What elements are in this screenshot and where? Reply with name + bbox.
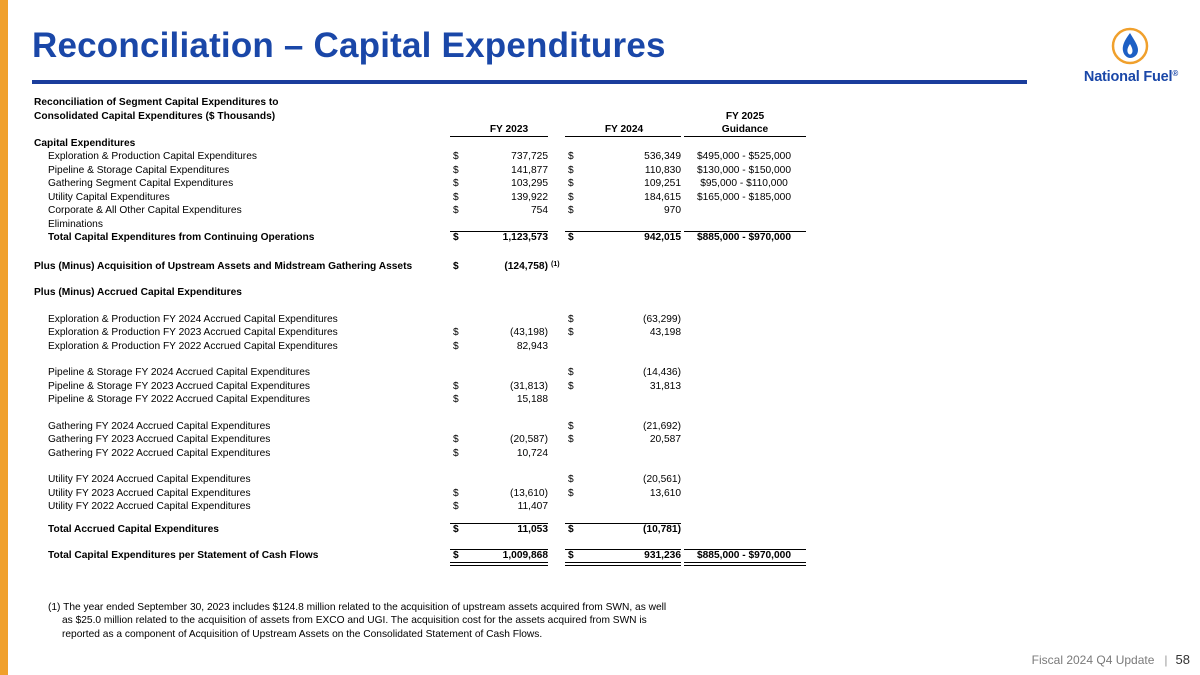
table-heading-row-2 (34, 110, 824, 124)
fy2024-value: (14,436) (643, 367, 681, 378)
fy2024-value: (20,561) (643, 474, 681, 485)
accrued-section-row (34, 286, 824, 300)
dollar-sign: $ (453, 191, 459, 203)
table-heading-units: Consolidated Capital Expenditures ($ Thousands) (34, 110, 276, 122)
section-label: Capital Expenditures (34, 137, 136, 149)
dollar-sign: $ (453, 164, 459, 176)
table-row (34, 191, 824, 205)
footnote-line: as $25.0 million related to the acquisition of assets from EXCO and UGI. The acquisition cost for the assets acquired from SWN is (62, 615, 647, 627)
column-header-fy2025: FY 2025 (725, 110, 765, 122)
row-label: Gathering Segment Capital Expenditures (48, 178, 234, 189)
national-fuel-logo (1074, 27, 1188, 89)
fy2023-value: 737,725 (511, 151, 548, 162)
table-row (34, 420, 824, 434)
table-row (34, 326, 824, 340)
fy2023-value: 15,188 (516, 394, 548, 405)
dollar-sign: $ (568, 164, 574, 176)
dollar-sign: $ (568, 313, 574, 325)
footer-label: Fiscal 2024 Q4 Update (1031, 653, 1155, 667)
fy2023-value: 11,407 (517, 501, 548, 512)
slide-footer (1032, 652, 1190, 667)
row-label: Exploration & Production Capital Expenditures (48, 151, 257, 162)
fy2023-value: 1,123,573 (502, 232, 548, 243)
footnote-line: reported as a component of Acquisition of Upstream Assets on the Consolidated Statement of Cash Flows. (62, 628, 543, 640)
row-label: Plus (Minus) Acquisition of Upstream Assets and Midstream Gathering Assets (34, 260, 413, 272)
row-label: Utility Capital Expenditures (48, 191, 170, 203)
row-label: Total Capital Expenditures from Continuing Operations (48, 232, 315, 243)
fy2024-value: (63,299) (643, 313, 681, 325)
fy2024-value: 931,236 (644, 550, 681, 561)
column-header-guidance: Guidance (721, 124, 769, 135)
dollar-sign: $ (568, 550, 574, 561)
fy2024-value: 20,587 (649, 434, 681, 445)
double-underline (684, 565, 806, 566)
fy2024-value: 43,198 (649, 327, 681, 338)
section-label-row (34, 137, 824, 151)
double-underline (565, 565, 681, 566)
flame-logo-icon (1111, 27, 1149, 65)
fy2023-value: 10,724 (516, 447, 548, 459)
acquisition-row (34, 260, 824, 274)
table-row (34, 366, 824, 380)
dollar-sign: $ (453, 501, 459, 512)
footer-separator: | (1164, 653, 1168, 667)
page-number: 58 (1175, 652, 1190, 667)
table-row (34, 487, 824, 501)
dollar-sign: $ (568, 327, 574, 338)
dollar-sign: $ (568, 523, 574, 535)
guidance-value: $95,000 - $110,000 (700, 178, 788, 189)
dollar-sign: $ (453, 550, 459, 561)
footnote-marker: (1) (551, 260, 560, 268)
row-label: Corporate & All Other Capital Expenditures (48, 205, 242, 216)
dollar-sign: $ (568, 205, 574, 216)
title-underline (32, 80, 1027, 84)
fy2023-value: (43,198) (510, 327, 548, 338)
fy2024-value: 942,015 (644, 232, 681, 243)
fy2024-value: 13,610 (649, 487, 681, 499)
fy2024-value: 970 (664, 205, 681, 216)
table-row (34, 393, 824, 407)
dollar-sign: $ (453, 327, 459, 338)
row-label: Exploration & Production FY 2024 Accrued Capital Expenditures (48, 313, 338, 325)
dollar-sign: $ (453, 205, 459, 216)
fy2024-value: 110,830 (644, 164, 681, 176)
fy2023-value: (124,758) (504, 260, 548, 272)
accrued-rows (34, 313, 824, 514)
fy2024-value: 184,615 (644, 191, 681, 203)
dollar-sign: $ (568, 178, 574, 189)
table-heading: Reconciliation of Segment Capital Expenditures to (34, 97, 279, 108)
dollar-sign: $ (568, 380, 574, 392)
column-header-row (34, 123, 824, 137)
row-label: Utility FY 2023 Accrued Capital Expenditures (48, 487, 251, 499)
dollar-sign: $ (568, 487, 574, 499)
page-title: Reconciliation – Capital Expenditures (32, 26, 666, 65)
table-heading-row-1 (34, 96, 824, 110)
row-label: Eliminations (48, 218, 103, 230)
footnote (48, 601, 688, 641)
guidance-value: $885,000 - $970,000 (696, 232, 792, 243)
fy2023-value: (31,813) (510, 380, 548, 392)
table-row (34, 313, 824, 327)
dollar-sign: $ (453, 434, 459, 445)
table-row (34, 204, 824, 218)
dollar-sign: $ (453, 523, 459, 535)
fy2023-value: 141,877 (511, 164, 548, 176)
total-cash-flows-row (34, 549, 824, 563)
dollar-sign: $ (453, 394, 459, 405)
table-row (34, 164, 824, 178)
table-row (34, 340, 824, 354)
footnote-line: (1) The year ended September 30, 2023 includes $124.8 million related to the acquisition of upstream assets acquired from SWN, as well (48, 602, 667, 613)
total-continuing-row (34, 231, 824, 245)
capex-rows (34, 150, 824, 231)
dollar-sign: $ (453, 151, 459, 162)
table-row (34, 218, 824, 232)
table-row (34, 473, 824, 487)
table-row (34, 500, 824, 514)
column-header-fy2024: FY 2024 (604, 124, 644, 135)
left-accent-bar (0, 0, 8, 675)
dollar-sign: $ (568, 191, 574, 203)
dollar-sign: $ (568, 151, 574, 162)
guidance-value: $130,000 - $150,000 (696, 164, 792, 176)
section-label: Plus (Minus) Accrued Capital Expenditures (34, 287, 242, 298)
fy2023-value: 139,922 (511, 191, 548, 203)
dollar-sign: $ (453, 340, 459, 352)
table-row (34, 447, 824, 461)
dollar-sign: $ (568, 232, 574, 243)
column-header-fy2023: FY 2023 (489, 124, 529, 135)
fy2024-value: (10,781) (643, 523, 681, 535)
dollar-sign: $ (568, 474, 574, 485)
capex-reconciliation-table (34, 96, 824, 563)
dollar-sign: $ (453, 447, 459, 459)
fy2023-value: (20,587) (510, 434, 548, 445)
table-row (34, 150, 824, 164)
table-row (34, 177, 824, 191)
dollar-sign: $ (568, 420, 574, 432)
dollar-sign: $ (568, 367, 574, 378)
fy2023-value: 11,053 (517, 523, 548, 535)
dollar-sign: $ (453, 260, 459, 272)
row-label: Exploration & Production FY 2023 Accrued Capital Expenditures (48, 327, 338, 338)
row-label: Total Accrued Capital Expenditures (48, 523, 219, 535)
row-label: Pipeline & Storage FY 2024 Accrued Capital Expenditures (48, 367, 311, 378)
guidance-value: $495,000 - $525,000 (696, 151, 792, 162)
double-underline (450, 565, 548, 566)
fy2024-value: 536,349 (644, 151, 681, 162)
row-label: Gathering FY 2022 Accrued Capital Expenditures (48, 447, 271, 459)
fy2024-value: (21,692) (643, 420, 681, 432)
row-label: Gathering FY 2024 Accrued Capital Expenditures (48, 420, 271, 432)
row-label: Total Capital Expenditures per Statement of Cash Flows (48, 550, 319, 561)
row-label: Pipeline & Storage FY 2022 Accrued Capital Expenditures (48, 394, 311, 405)
fy2023-value: (13,610) (510, 487, 548, 499)
table-row (34, 380, 824, 394)
fy2024-value: 109,251 (644, 178, 681, 189)
fy2023-value: 1,009,868 (502, 550, 548, 561)
row-label: Gathering FY 2023 Accrued Capital Expenditures (48, 434, 271, 445)
row-label: Utility FY 2024 Accrued Capital Expenditures (48, 474, 251, 485)
guidance-value: $165,000 - $185,000 (696, 191, 792, 203)
logo-wordmark: National Fuel® (1083, 69, 1179, 85)
total-accrued-row (34, 523, 824, 537)
row-label: Exploration & Production FY 2022 Accrued Capital Expenditures (48, 340, 338, 352)
fy2023-value: 103,295 (511, 178, 548, 189)
dollar-sign: $ (453, 380, 459, 392)
table-row (34, 433, 824, 447)
dollar-sign: $ (453, 487, 459, 499)
fy2023-value: 754 (531, 205, 548, 216)
row-label: Utility FY 2022 Accrued Capital Expenditures (48, 501, 251, 512)
dollar-sign: $ (453, 232, 459, 243)
row-label: Pipeline & Storage FY 2023 Accrued Capital Expenditures (48, 380, 311, 392)
row-label: Pipeline & Storage Capital Expenditures (48, 164, 230, 176)
dollar-sign: $ (568, 434, 574, 445)
fy2024-value: 31,813 (649, 380, 681, 392)
dollar-sign: $ (453, 178, 459, 189)
guidance-value: $885,000 - $970,000 (696, 550, 792, 561)
fy2023-value: 82,943 (516, 340, 548, 352)
